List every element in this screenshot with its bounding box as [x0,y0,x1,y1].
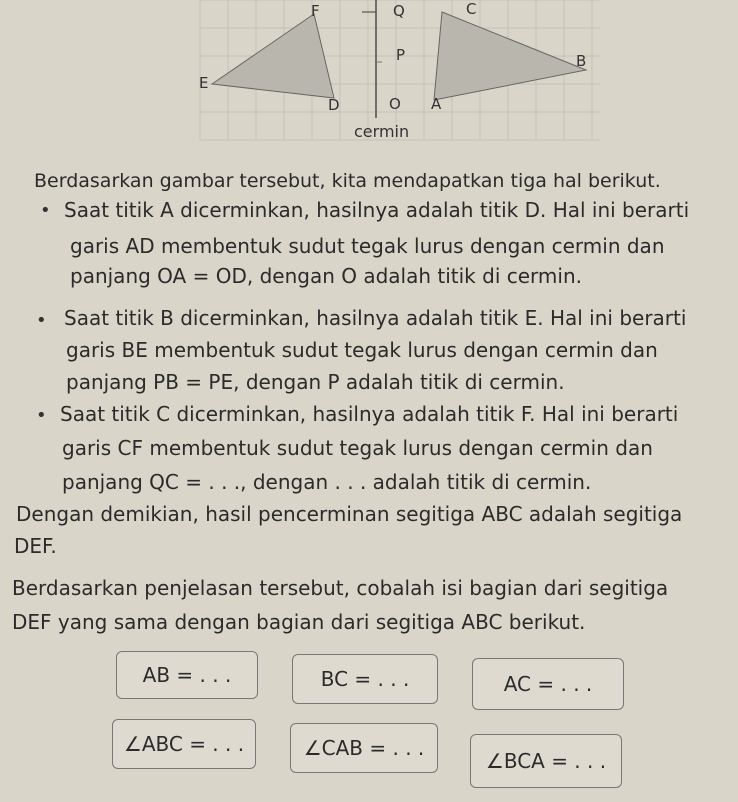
bullet-1-line-3: panjang OA = OD, dengan O adalah titik di cermin. [70,264,582,288]
point-e-label: E [199,74,209,92]
bullet-dot: • [36,405,47,426]
point-o-label: O [389,95,401,113]
mirror-label: cermin [354,122,410,141]
bullet-3-line-1: Saat titik C dicerminkan, hasilnya adalah titik F. Hal ini berarti [60,402,679,426]
point-q-label: Q [393,2,405,20]
answer-box-ac[interactable]: AC = . . . [472,658,624,710]
conclusion-line-2: DEF. [14,534,57,558]
point-a-label: A [431,95,442,113]
bullet-3-line-2: garis CF membentuk sudut tegak lurus dengan cermin dan [62,436,653,460]
bullet-1-line-1: Saat titik A dicerminkan, hasilnya adalah titik D. Hal ini berarti [64,198,690,222]
bullet-3-line-3: panjang QC = . . ., dengan . . . adalah titik di cermin. [62,470,592,494]
bullet-2-line-1: Saat titik B dicerminkan, hasilnya adalah titik E. Hal ini berarti [64,306,687,330]
answer-box-angle-abc[interactable]: ∠ABC = . . . [112,719,256,769]
instruction-line-2: DEF yang sama dengan bagian dari segitiga ABC berikut. [12,610,586,634]
conclusion-line-1: Dengan demikian, hasil pencerminan segitiga ABC adalah segitiga [16,502,683,526]
instruction-line-1: Berdasarkan penjelasan tersebut, cobalah isi bagian dari segitiga [12,576,669,600]
bullet-2-line-2: garis BE membentuk sudut tegak lurus dengan cermin dan [66,338,658,362]
answer-box-angle-bca[interactable]: ∠BCA = . . . [470,734,622,788]
reflection-figure [0,0,738,160]
intro-text: Berdasarkan gambar tersebut, kita mendapatkan tiga hal berikut. [34,170,661,192]
answer-box-bc[interactable]: BC = . . . [292,654,438,704]
point-d-label: D [328,96,340,114]
point-f-label: F [311,2,320,20]
bullet-2-line-3: panjang PB = PE, dengan P adalah titik di cermin. [66,370,565,394]
answer-box-angle-cab[interactable]: ∠CAB = . . . [290,723,438,773]
answer-box-ab[interactable]: AB = . . . [116,651,258,699]
bullet-dot: • [36,310,47,331]
point-c-label: C [466,0,477,18]
point-p-label: P [396,46,406,64]
bullet-1-line-2: garis AD membentuk sudut tegak lurus dengan cermin dan [70,234,665,258]
bullet-dot: • [40,200,51,221]
point-b-label: B [576,52,587,70]
